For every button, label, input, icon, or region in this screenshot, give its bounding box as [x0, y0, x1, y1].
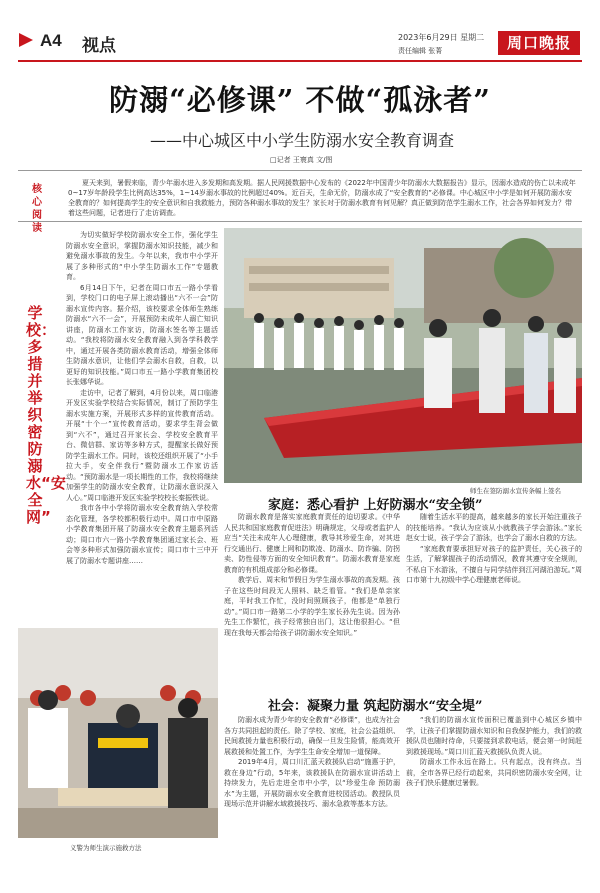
- family-section-body-col2: [406, 512, 582, 688]
- page-header: [0, 0, 600, 56]
- paragraph: 我市各中小学将防溺水安全教育纳入学校常态化管理，各学校都积极行动中。周口市中原路小学教育集团开展了防溺水安全教育主题系列活动；周口市六一路小学教育集团通过家长会、班会等多种形式加强防溺水宣传；周口市十三中开展了防溺水专题讲座……: [66, 504, 218, 565]
- society-section-body-col2: [406, 715, 582, 885]
- signing-banner-photo: [224, 228, 582, 483]
- lead-text: 夏天来到，暑假来临，青少年溺水进入多发期和高发期。据人民网援数据中心发布的《2022年中国青少年防溺水大数据报告》显示，因溺水造成的伤亡以未成年0~17岁年龄段学生比例高达35%，1~14岁溺水事故的比例超过40%。近百天，生命无价，防溺水成了“安全教育的”必修课。中心城区中小学是如何开展防溺水安全教育的？如何提高学生的安全意识和自我救能力，预防各种溺水事故的发生？家长对于防溺水教育有何见解？真正做到防范学生溺水工作，社会各界如何发力？带着这些问题，记者进行了走访调查。: [68, 179, 576, 217]
- school-section-heading: 学校：多措并举 织密防溺水“安全网”: [26, 304, 66, 526]
- paragraph: 2019年4月，周口川汇蓝天救援队启动“施惠于护，救在身边”行动，5年来，该救援队在防溺水宣讲活动上持续发力，先后走进全市中小学，以“珍爱生命 预防溺水”为主题，开展防溺水安全教育进校园活动。教授队员现场示范并讲解水域救援技巧、溺水急救等基本方法。: [224, 758, 400, 808]
- masthead-logo: 周口晚报: [498, 31, 580, 55]
- issue-date: 2023年6月29日 星期二: [398, 33, 485, 42]
- byline: □记者 王寰真 文/图: [270, 156, 333, 164]
- paragraph: “家庭教育要承担好对孩子的监护责任，关心孩子的生活，了解掌握孩子的活动情况，教育其遵守安全规则，不私自下水游泳，不擅自与同学结伴到江河湖泊游玩。”周口市第十九初级中学心理健康老师说。: [406, 544, 582, 584]
- paragraph: 防溺水教育是落实家庭教育责任的迫切要求。《中华人民共和国家庭教育促进法》明确规定，父母或者监护人应当“关注未成年人心理健康，教导其珍爱生命，对其进行交通出行、健康上网和防欺凌、防溺水、防诈骗、防拐卖、防性侵等方面的安全知识教育”。防溺水教育是家庭教育的有机组成部分和必修课。: [224, 513, 400, 574]
- paragraph: 为切实做好学校防溺水安全工作，强化学生防溺水安全意识，掌握防溺水知识技能，减少和避免溺水事故的发生。今年以来，我市中小学开展了多种形式的“中小学生防溺水工作”专题教育。: [66, 231, 218, 281]
- school-section-body: [66, 230, 218, 623]
- paragraph: 6月14日下午，记者在周口市五一路小学看到，学校门口的电子屏上滚动播出“六不一会”防溺水宣传内容。据介绍，该校要求全体师生熟练防溺水“六不一会”，开展预防未成年人溺亡知识讲座，防溺水工作家访，防溺水签名等主题活动。“我校将防溺水安全教育融入到各学科教学中，通过开展各类防溺水教育活动，增强全体师生防溺水意识，让他们学会溺水自救，自救，以更好的知识技能。”周口市五一路小学教育集团校长张娜华说。: [66, 283, 218, 386]
- rescue-demo-photo: [18, 628, 218, 838]
- society-section-body-col1: [224, 715, 400, 885]
- page-number: A4: [40, 31, 62, 50]
- subheadline: ——中心城区中小学生防溺水安全教育调查: [150, 131, 455, 150]
- section-arrow-icon: [19, 33, 33, 47]
- section-name: 视点: [82, 36, 116, 56]
- headline: 防溺“必修课” 不做“孤泳者”: [109, 83, 491, 117]
- paragraph: 防溺水成为青少年的安全教育“必修课”，也成为社会各方共同担起的责任。除了学校、家庭，社会公益组织、民间救援力量也积极行动，确保一旦发生险情，能高效开展救援和处置工作，为学生生命安全增加一道保障。: [224, 716, 400, 756]
- paragraph: 随着生活水平的提高，越来越多的家长开始注重孩子的技能培养。“我认为应该从小就教孩子学会游泳。”家长赵女士说，孩子学会了游泳，也学会了溺水自救的方法。: [406, 513, 582, 542]
- paragraph: “我们的防溺水宣传面积已覆盖到中心城区乡镇中学，让孩子们掌握防溺水知识和自我保护能力，我们的救援队员也随时待命，只要接到求救电话，便会第一时间赶到救援现场。”周口川汇蓝天救援队负责人说。: [406, 716, 582, 756]
- society-section-heading: 社会：凝聚力量 筑起防溺水“安全堤”: [268, 699, 483, 714]
- lead-label: 核心阅读: [32, 184, 42, 234]
- family-section-body-col1: [224, 512, 400, 688]
- lead-box: [18, 170, 582, 234]
- photo-caption: 义警为师生演示施救方法: [70, 844, 142, 852]
- signing-banner-illustration: [224, 228, 582, 483]
- header-rule: [18, 60, 582, 62]
- paragraph: 走访中，记者了解到，4月份以来，周口临港开发区实验学校结合实际情况，制订了预防学生溺水实施方案，开展形式多样的宣传教育活动。开展“十个一”宣传教育活动，要求学生背会做到“六不”，通过召开家长会、学校安全教育平台、微信群、家访等多种方式，提醒家长做好预防学生溺水工作。同时，该校还组织开展了“小手拉大手，安全伴我行”暨防溺水工作家访活动。“预防溺水是一项长期性的工作，我校将继续加强学生的防溺水安全教育，让防溺水意识深入人心。”周口临港开发区实验学校校长秦振铁说。: [66, 388, 218, 502]
- editor-credit: 责任编辑 张菁: [398, 47, 443, 55]
- rescue-demo-illustration: [18, 628, 218, 838]
- paragraph: 防溺水工作永远在路上。只有起点，没有终点。当前，全市各界已经行动起来，共同织密防溺水安全网，让孩子们快乐健康过暑假。: [406, 758, 582, 787]
- family-section-heading: 家庭：悉心看护 上好防溺水“安全锁”: [268, 498, 483, 513]
- paragraph: 教学后、周末和节假日为学生溺水事故的高发期。孩子在这些时间段无人照料、缺乏看管。“我们是单亲家庭，平时我工作忙，没时间照顾孩子，他都是“单独行动”。”周口市一路第二小学的学生家长孙先生说。因为孙先生工作繁忙，孩子经常独自出门，这让他很担心。“但现在我每天都会给孩子讲防溺水安全知识。”: [224, 576, 400, 637]
- photo-caption: 师生在签防溺水宣传条幅上签名: [470, 487, 561, 495]
